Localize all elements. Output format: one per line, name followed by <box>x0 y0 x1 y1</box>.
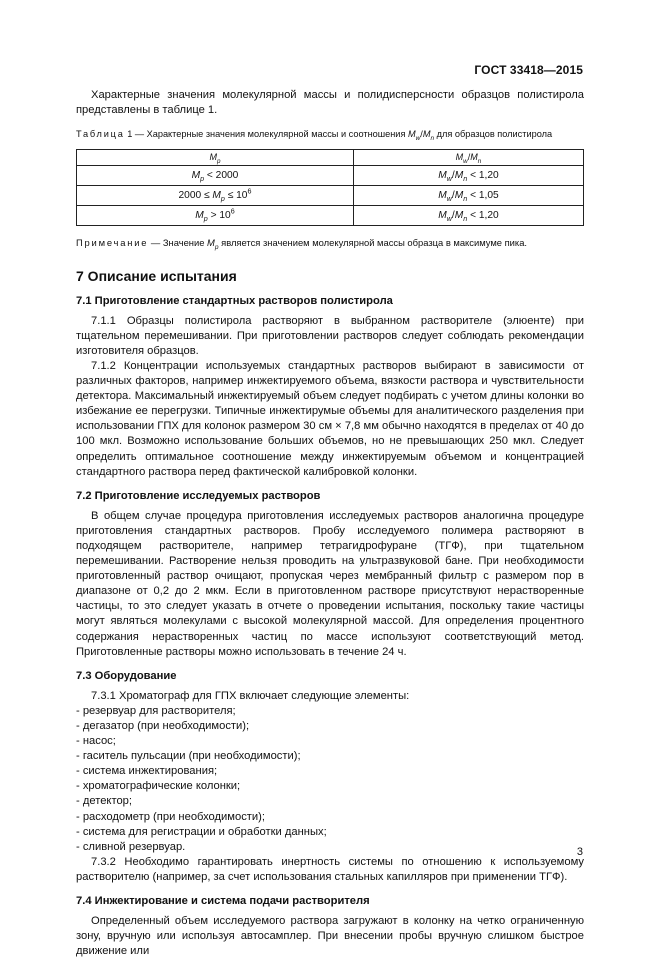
note-text-pre: — Значение <box>148 237 208 249</box>
list-item: - хроматографические колонки; <box>76 780 241 793</box>
subscript: n <box>463 175 468 184</box>
cell-value: < 1,05 <box>467 190 499 202</box>
paragraph-7-3-2: 7.3.2 Необходимо гарантировать инертность системы по отношению к используемому растворителю (например, за счет использования стальных капилляров при применении ТГФ). <box>76 855 584 883</box>
paragraph-7-4: Определенный объем исследуемого раствора загружают в колонку на четко ограниченную зону, вручную или используя автосамплер. При внесении пробы вручную слишком быстрое движение или <box>76 915 584 958</box>
table-header-row <box>77 150 584 166</box>
table-row <box>77 206 584 226</box>
list-item: - детектор; <box>76 795 133 808</box>
symbol: M <box>438 210 447 222</box>
section-7-3-heading: 7.3 Оборудование <box>76 669 177 682</box>
table-caption <box>76 127 584 142</box>
subscript: p <box>200 175 205 184</box>
cell-value: < 1,20 <box>467 210 499 222</box>
table-cell <box>77 186 354 206</box>
symbol: M <box>438 190 447 202</box>
table-cell <box>353 206 583 226</box>
table-caption-number: 1 <box>127 129 133 140</box>
table-cell <box>77 166 354 186</box>
superscript: 6 <box>230 207 235 216</box>
section-7-4-heading: 7.4 Инжектирование и система подачи растворителя <box>76 895 370 908</box>
polystyrene-table <box>76 149 584 226</box>
slash: / <box>451 170 455 182</box>
list-item: - гаситель пульсации (при необходимости); <box>76 750 301 763</box>
symbol: M <box>212 190 221 202</box>
table-cell <box>353 186 583 206</box>
table-cell <box>77 206 354 226</box>
cell-value: > 10 <box>207 210 231 222</box>
cell-value: < 1,20 <box>467 170 499 182</box>
symbol: M <box>454 210 464 222</box>
list-item: - сливной резервуар. <box>76 840 186 853</box>
symbol: M <box>407 129 416 140</box>
section-7-2-heading: 7.2 Приготовление исследуемых растворов <box>76 489 321 502</box>
symbol: M <box>455 152 464 163</box>
note-label: Примечание <box>76 237 149 249</box>
subscript: w <box>415 135 421 143</box>
slash: / <box>451 210 455 222</box>
table-caption-label: Таблица <box>76 129 125 140</box>
col-header-mw-mn <box>353 150 583 166</box>
list-item: - расходометр (при необходимости); <box>76 810 266 823</box>
list-item: - насос; <box>76 735 116 748</box>
symbol: M <box>438 170 447 182</box>
page-content <box>76 88 584 959</box>
intro-paragraph: Характерные значения молекулярной массы и полидисперсности образцов полистирола представлены в таблице 1. <box>76 89 584 117</box>
subscript: p <box>220 195 225 204</box>
subscript: n <box>463 195 468 204</box>
list-item: - система для регистрации и обработки данных; <box>76 825 327 838</box>
col-header-mp <box>77 150 354 166</box>
symbol: M <box>422 129 431 140</box>
paragraph-7-3-1: 7.3.1 Хроматограф для ГПХ включает следующие элементы: <box>91 689 410 702</box>
subscript: n <box>463 215 468 224</box>
subscript: w <box>446 215 452 224</box>
symbol: M <box>454 190 464 202</box>
subscript: n <box>477 158 482 166</box>
subscript: p <box>214 244 219 252</box>
symbol: M <box>207 237 215 249</box>
standard-code: ГОСТ 33418—2015 <box>474 63 583 77</box>
symbol: M <box>195 210 204 222</box>
symbol: M <box>209 152 217 163</box>
note-text-post: является значением молекулярной массы образца в максимуме пика. <box>218 237 528 249</box>
page-number: 3 <box>576 846 583 858</box>
section-7-1-heading: 7.1 Приготовление стандартных растворов полистирола <box>76 294 393 307</box>
table-row <box>77 166 584 186</box>
list-item: - система инжектирования; <box>76 765 218 778</box>
subscript: p <box>203 215 208 224</box>
superscript: 6 <box>247 187 252 196</box>
symbol: M <box>470 152 478 163</box>
section-7-heading: 7 Описание испытания <box>76 268 237 285</box>
table-cell <box>353 166 583 186</box>
slash: / <box>451 190 455 202</box>
paragraph-7-1-1: 7.1.1 Образцы полистирола растворяют в выбранном растворителе (элюенте) при тщательном перемешивании. При приготовлении растворов следует соблюдать рекомендации изготовителя образцов. <box>76 314 584 357</box>
subscript: w <box>446 175 452 184</box>
subscript: p <box>216 158 221 166</box>
cell-value: < 2000 <box>204 170 239 182</box>
table-row <box>77 186 584 206</box>
cell-prefix: 2000 ≤ <box>178 190 213 202</box>
slash: / <box>467 152 471 163</box>
symbol: M <box>454 170 464 182</box>
subscript: w <box>446 195 452 204</box>
cell-value: ≤ 10 <box>224 190 248 202</box>
slash: / <box>420 129 423 140</box>
subscript: n <box>430 135 435 143</box>
paragraph-7-1-2: 7.1.2 Концентрации используемых стандартных растворов выбирают в зависимости от различных факторов, например инжектируемого объема, вязкости раствора и чувствительности детектора. Максимальный инжектируемый объем следует подбирать с учетом длины колонки во избежание ее перегрузки. Типичные инжектирумые объемы для аналитического разделения при использовании ГПХ для колонок размером 30 см × 7,8 мм обычно находятся в пределах от 40 до 100 мкл. Возможно использование больших объемов, но не превышающих 250 мкл. Следует определить оптимальное соотношение между инжектируемым объемом и концентрацией стандартного раствора перед фактической калибровкой колонки. <box>76 359 584 478</box>
list-item: - дегазатор (при необходимости); <box>76 720 250 732</box>
subscript: w <box>463 158 468 166</box>
table-caption-tail: для образцов полистирола <box>434 129 553 140</box>
table-caption-text: — Характерные значения молекулярной массы и соотношения <box>132 129 408 140</box>
symbol: M <box>191 170 201 182</box>
table-note <box>76 235 584 250</box>
paragraph-7-2: В общем случае процедура приготовления исследуемых растворов аналогична процедуре приготовления стандартных растворов. Пробу исследуемого полимера растворяют в подходящем растворителе, например тетрагидрофуране (ТГФ), при тщательном перемешивании. Растворение нельзя проводить на ультразвуковой бане. При необходимости приготовленный раствор очищают, пропуская через мембранный фильтр с размером пор в диапазоне от 0,2 до 2 мкм. Если в приготовленном растворе присутствуют нерастворенные частицы, то это следует указать в отчете о проведении испытания, поскольку такие частицы могут являться молекулами с высокой молекулярной массой. Для определения процентного содержания нерастворенных частиц по массе используют соответствующий метод. Приготовленные растворы можно использовать в течение 24 ч. <box>76 509 584 658</box>
list-item: - резервуар для растворителя; <box>76 704 236 717</box>
